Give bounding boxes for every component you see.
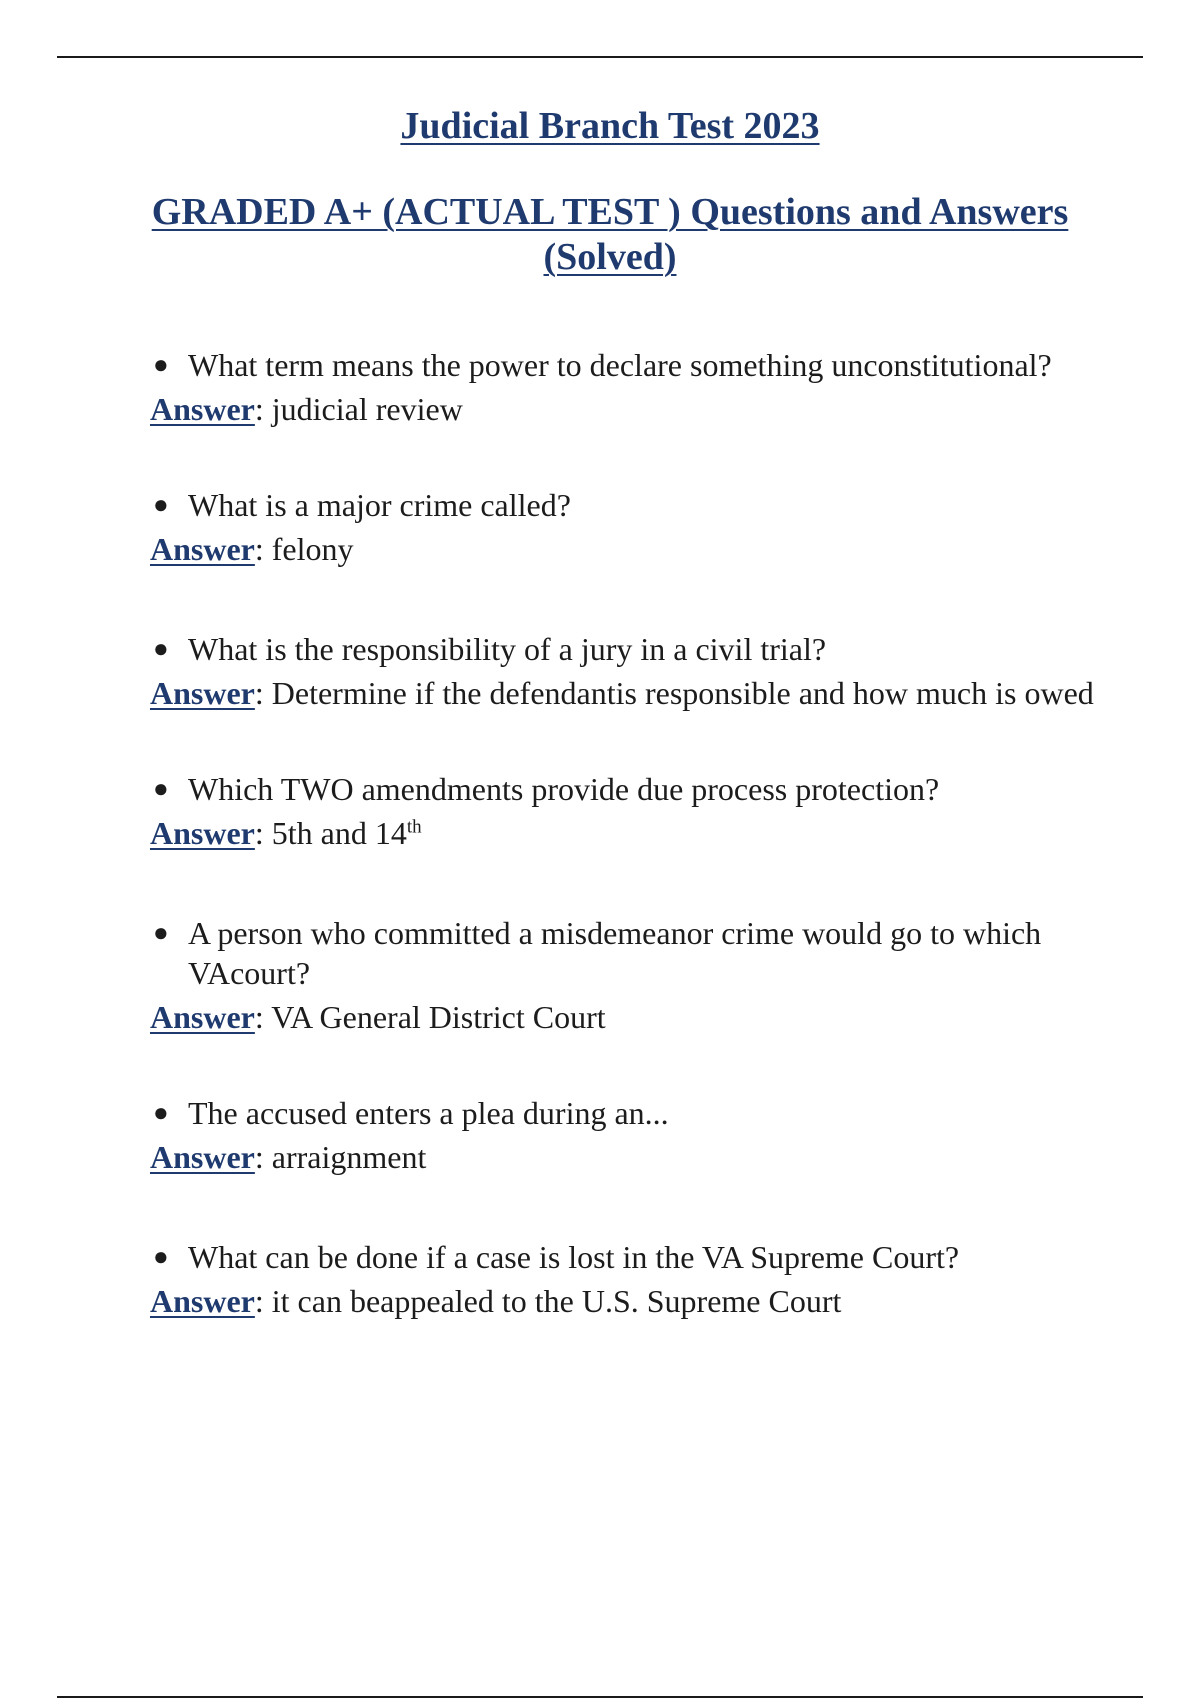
answer-label: Answer xyxy=(150,531,255,567)
question xyxy=(150,629,1100,669)
bullet-icon: ● xyxy=(153,490,169,519)
document-title: Judicial Branch Test 2023 xyxy=(400,105,820,147)
answer-label: Answer xyxy=(150,1139,255,1175)
qa-item xyxy=(150,769,1100,853)
answer-label: Answer xyxy=(150,675,255,711)
answer: Answer: felony xyxy=(150,531,354,567)
answer-label: Answer xyxy=(150,1283,255,1319)
qa-item xyxy=(150,1093,1100,1177)
bullet-icon: ● xyxy=(153,1098,169,1127)
answer: Answer: judicial review xyxy=(150,391,463,427)
title-block xyxy=(100,104,1120,281)
document-subtitle: GRADED A+ (ACTUAL TEST ) Questions and Answers (Solved) xyxy=(151,190,1069,279)
question-text: What is the responsibility of a jury in a civil trial? xyxy=(188,631,827,667)
answer-text: felony xyxy=(271,531,354,567)
answer: Answer: Determine if the defendantis responsible and how much is owed xyxy=(150,675,1094,711)
answer-label: Answer xyxy=(150,391,255,427)
answer-label: Answer xyxy=(150,815,255,851)
question-text: The accused enters a plea during an... xyxy=(188,1095,669,1131)
answer-text: 5th and 14 xyxy=(271,815,407,851)
question xyxy=(150,1093,1100,1133)
qa-item xyxy=(150,485,1100,569)
bullet-icon: ● xyxy=(153,350,169,379)
question-text: A person who committed a misdemeanor crime would go to which VAcourt? xyxy=(188,915,1042,991)
answer: Answer: arraignment xyxy=(150,1139,427,1175)
question xyxy=(150,769,1100,809)
question-text: What can be done if a case is lost in the VA Supreme Court? xyxy=(188,1239,960,1275)
question xyxy=(150,345,1100,385)
answer: Answer: 5th and 14th xyxy=(150,815,422,851)
answer-text: Determine if the defendantis responsible and how much is owed xyxy=(271,675,1094,711)
question-text: What term means the power to declare something unconstitutional? xyxy=(188,347,1052,383)
answer-text: VA General District Court xyxy=(271,999,606,1035)
bullet-icon: ● xyxy=(153,918,169,947)
question xyxy=(150,913,1100,993)
bullet-icon: ● xyxy=(153,1242,169,1271)
question xyxy=(150,485,1100,525)
qa-item xyxy=(150,345,1100,429)
question xyxy=(150,1237,1100,1277)
qa-list xyxy=(150,345,1100,1377)
qa-item xyxy=(150,629,1100,713)
answer-label: Answer xyxy=(150,999,255,1035)
answer-text: it can beappealed to the U.S. Supreme Court xyxy=(271,1283,842,1319)
qa-item xyxy=(150,1237,1100,1321)
bullet-icon: ● xyxy=(153,634,169,663)
answer-text: arraignment xyxy=(271,1139,427,1175)
top-rule xyxy=(57,56,1143,58)
answer: Answer: VA General District Court xyxy=(150,999,606,1035)
qa-item xyxy=(150,913,1100,1037)
question-text: What is a major crime called? xyxy=(188,487,571,523)
answer-text: judicial review xyxy=(271,391,463,427)
answer-superscript: th xyxy=(406,816,422,838)
bullet-icon: ● xyxy=(153,774,169,803)
bottom-rule xyxy=(57,1696,1143,1698)
answer: Answer: it can beappealed to the U.S. Supreme Court xyxy=(150,1283,842,1319)
question-text: Which TWO amendments provide due process protection? xyxy=(188,771,940,807)
